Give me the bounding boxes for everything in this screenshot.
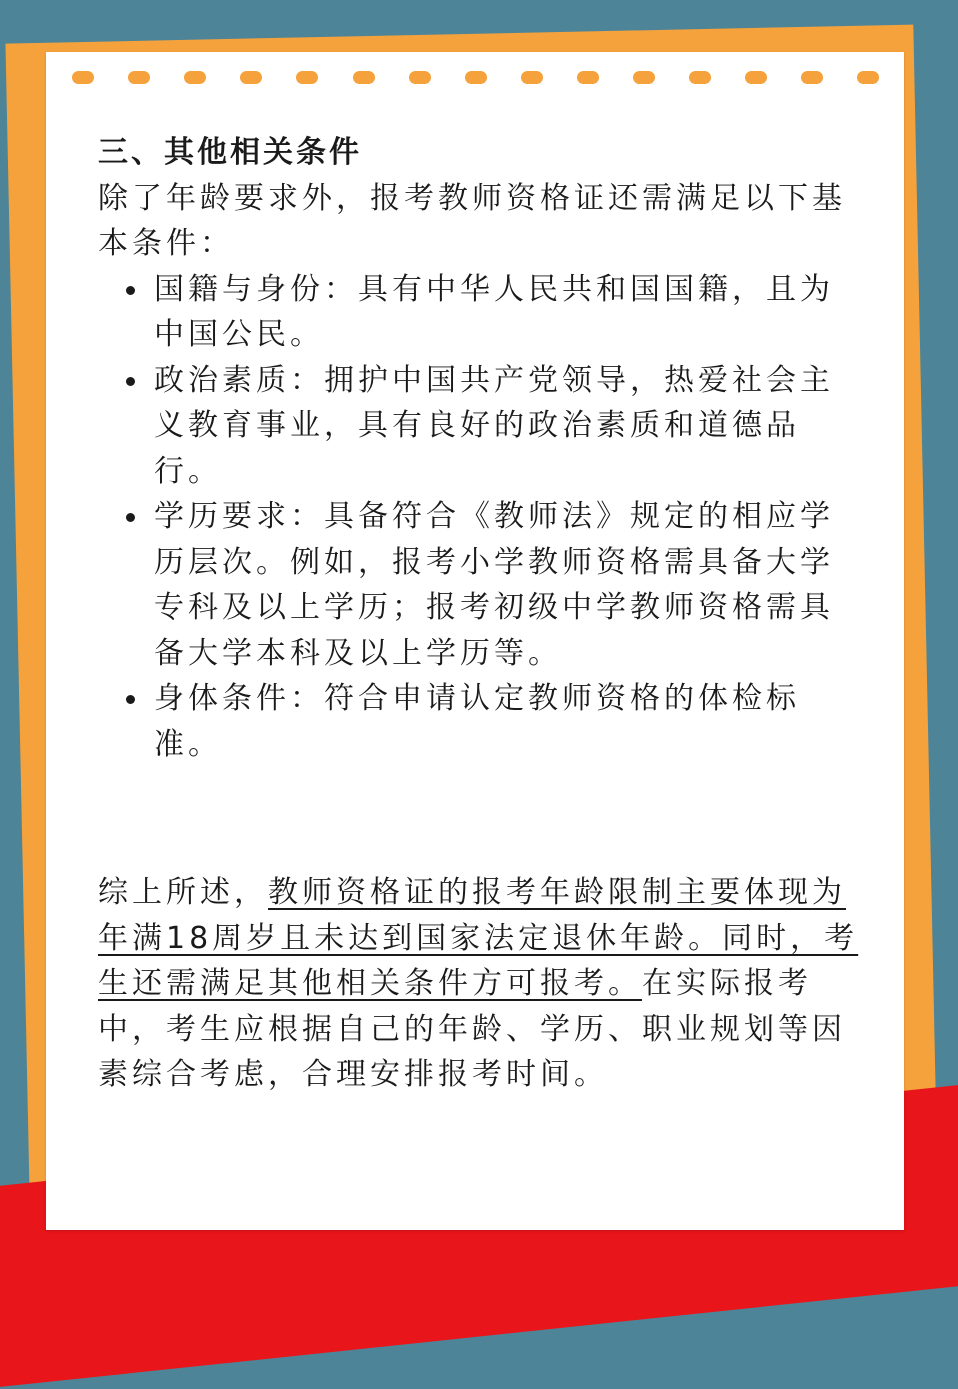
- binding-dot: [521, 71, 543, 84]
- list-item-text: 国籍与身份：具有中华人民共和国国籍，且为中国公民。: [154, 271, 834, 352]
- binding-dot: [745, 71, 767, 84]
- binding-dot: [577, 71, 599, 84]
- list-item-text: 学历要求：具备符合《教师法》规定的相应学历层次。例如，报考小学教师资格需具备大学专科及以上学历；报考初级中学教师资格需具备大学本科及以上学历等。: [154, 499, 834, 671]
- binding-dot: [72, 71, 94, 84]
- binding-dot: [240, 71, 262, 84]
- binding-dot: [296, 71, 318, 84]
- summary-lead: 综上所述，: [98, 875, 268, 910]
- binding-dot: [353, 71, 375, 84]
- summary-underlined-text: 教师资格证的报考年龄限制主要体现为年满18周岁且未达到国家法定退休年龄。同时，考生还需满足其他相关条件方可报考。: [98, 875, 859, 1001]
- binding-dot: [801, 71, 823, 84]
- binding-dot: [184, 71, 206, 84]
- article-content: [98, 130, 866, 1098]
- binding-dot: [689, 71, 711, 84]
- list-item-text: 政治素质：拥护中国共产党领导，热爱社会主义教育事业，具有良好的政治素质和道德品行。: [154, 362, 834, 489]
- binding-dot: [128, 71, 150, 84]
- binding-dot: [465, 71, 487, 84]
- summary-rest: 在实际报考中，考生应根据自己的年龄、学历、职业规划等因素综合考虑，合理安排报考时间。: [98, 966, 846, 1092]
- summary-paragraph: [98, 870, 866, 1098]
- binding-dots: [72, 71, 884, 84]
- list-item-text: 身体条件：符合申请认定教师资格的体检标准。: [154, 681, 800, 762]
- binding-dot: [633, 71, 655, 84]
- list-item: [98, 676, 866, 767]
- conditions-list: [98, 267, 866, 768]
- bullet-icon: [126, 286, 135, 295]
- list-item: [98, 494, 866, 676]
- bullet-icon: [126, 377, 135, 386]
- note-paper: [46, 52, 904, 1230]
- bullet-icon: [126, 513, 135, 522]
- list-item: [98, 358, 866, 495]
- binding-dot: [409, 71, 431, 84]
- bullet-icon: [126, 695, 135, 704]
- list-item: [98, 267, 866, 358]
- section-heading: 三、其他相关条件: [98, 135, 362, 170]
- section-intro: 除了年龄要求外，报考教师资格证还需满足以下基本条件：: [98, 180, 846, 261]
- binding-dot: [857, 71, 879, 84]
